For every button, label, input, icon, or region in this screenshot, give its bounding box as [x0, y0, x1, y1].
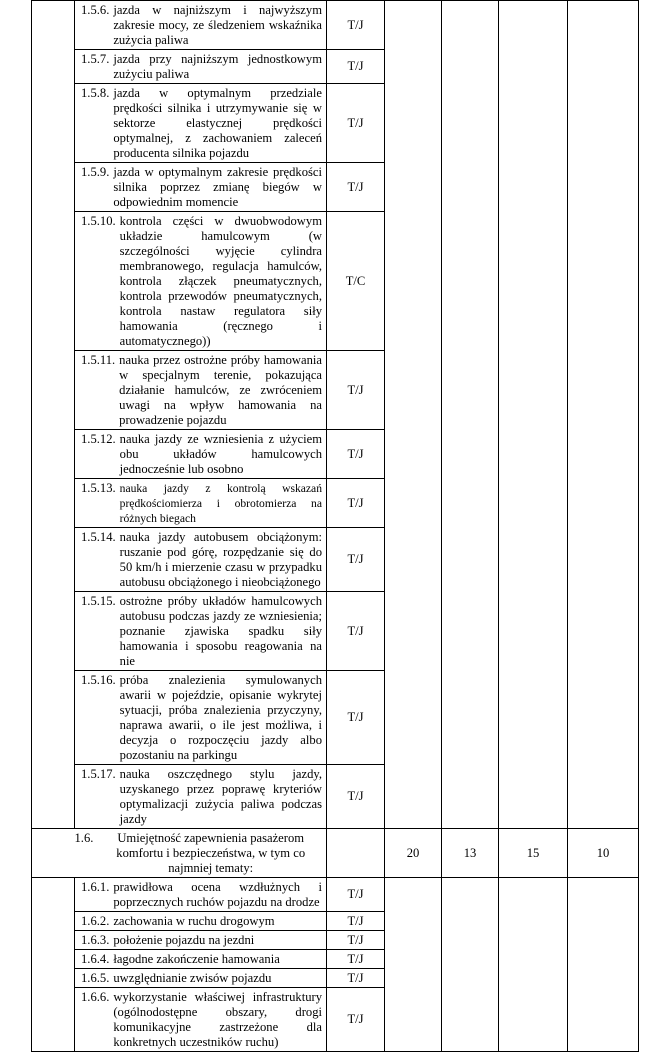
blank-cell [499, 1, 568, 829]
item-code: T/J [327, 950, 385, 969]
item-code: T/J [327, 351, 385, 430]
item-number: 1.5.7. [81, 52, 110, 66]
item-number: 1.6.3. [81, 933, 110, 947]
item-text: kontrola części w dwuobwodowym układzie hamulcowym (w szczególności wyjęcie cylindra membranowego, regulacja hamulców, kontrola złączek pneumatycznych, kontrola przewodów pneumatycznych, kontrola nastaw regulatora siły hamowania (ręcznego i automatycznego)) [119, 214, 322, 348]
item-code: T/J [327, 1, 385, 50]
item-number: 1.5.14. [81, 530, 116, 544]
item-code: T/C [327, 212, 385, 351]
blank-cell [442, 1, 499, 829]
item-number: 1.5.17. [81, 767, 116, 781]
blank-cell [442, 878, 499, 1052]
blank-cell [385, 1, 442, 829]
item-number: 1.6.1. [81, 880, 110, 894]
hours-value: 20 [385, 829, 442, 878]
item-text: jazda przy najniższym jednostkowym zużyciu paliwa [113, 52, 322, 81]
item-text: jazda w optymalnym przedziale prędkości silnika i utrzymywanie się w sektorze elastycznej prędkości optymalnej, z zachowaniem zaleceń producenta silnika pojazdu [113, 86, 322, 160]
item-code: T/J [327, 765, 385, 829]
section-title: Umiejętność zapewnienia pasażerom komfortu i bezpieczeństwa, w tym co najmniej tematy: [116, 831, 306, 875]
item-number: 1.5.9. [81, 165, 110, 179]
blank-cell [32, 1, 75, 829]
item-text: nauka jazdy autobusem obciążonym: ruszanie pod górę, rozpędzanie się do 50 km/h i mierzenie czasu w przypadku autobusu obciążonego i nieobciążonego [119, 530, 322, 589]
item-code: T/J [327, 912, 385, 931]
hours-value: 10 [568, 829, 639, 878]
item-code: T/J [327, 528, 385, 592]
item-code: T/J [327, 671, 385, 765]
hours-value: 15 [499, 829, 568, 878]
hours-value: 13 [442, 829, 499, 878]
item-code: T/J [327, 878, 385, 912]
item-number: 1.5.15. [81, 594, 116, 608]
item-text: nauka jazdy z kontrolą wskazań prędkościomierza i obrotomierza na różnych biegach [119, 482, 322, 525]
item-number: 1.6.2. [81, 914, 110, 928]
item-code: T/J [327, 988, 385, 1052]
item-code: T/J [327, 84, 385, 163]
item-code: T/J [327, 430, 385, 479]
table-row [32, 1, 639, 50]
item-number: 1.5.10. [81, 214, 116, 228]
item-text: położenie pojazdu na jezdni [113, 933, 255, 947]
item-code: T/J [327, 931, 385, 950]
table-row [32, 878, 639, 912]
item-text: nauka przez ostrożne próby hamowania w specjalnym terenie, pokazująca działanie hamulców, ze zwróceniem uwagi na wpływ hamowania na prowadzenie pojazdu [119, 353, 322, 427]
document-page [31, 0, 631, 1052]
curriculum-table [31, 0, 639, 1052]
item-code: T/J [327, 163, 385, 212]
item-text: próba znalezienia symulowanych awarii w pojeździe, opisanie wykrytej sytuacji, próba znalezienia przyczyny, naprawa awarii, o ile jest możliwa, i decyzja o rozpoczęciu jazdy albo pozostaniu na parkingu [119, 673, 322, 762]
item-number: 1.5.12. [81, 432, 116, 446]
item-code: T/J [327, 969, 385, 988]
section-number: 1.6. [74, 831, 94, 845]
item-number: 1.5.8. [81, 86, 110, 100]
blank-cell [499, 878, 568, 1052]
item-text: uwzględnianie zwisów pojazdu [113, 971, 272, 985]
item-text: zachowania w ruchu drogowym [113, 914, 275, 928]
blank-cell [568, 878, 639, 1052]
item-number: 1.6.5. [81, 971, 110, 985]
item-number: 1.5.13. [81, 481, 116, 495]
item-number: 1.6.4. [81, 952, 110, 966]
item-text: nauka oszczędnego stylu jazdy, uzyskanego przez poprawę kryteriów optymalizacji zużycia paliwa podczas jazdy [119, 767, 322, 826]
item-number: 1.5.16. [81, 673, 116, 687]
section-row [32, 829, 639, 878]
blank-cell [568, 1, 639, 829]
item-number: 1.6.6. [81, 990, 110, 1004]
item-code: T/J [327, 479, 385, 528]
item-text: jazda w optymalnym zakresie prędkości silnika poprzez zmianę biegów w odpowiednim momencie [113, 165, 322, 209]
blank-cell [327, 829, 385, 878]
item-text: łagodne zakończenie hamowania [113, 952, 280, 966]
item-code: T/J [327, 50, 385, 84]
blank-cell [385, 878, 442, 1052]
item-text: wykorzystanie właściwej infrastruktury (ogólnodostępne obszary, drogi komunikacyjne zastrzeżone dla konkretnych uczestników ruchu) [113, 990, 322, 1049]
item-text: jazda w najniższym i najwyższym zakresie mocy, ze śledzeniem wskaźnika zużycia paliwa [113, 3, 322, 47]
item-text: nauka jazdy ze wzniesienia z użyciem obu układów hamulcowych jednocześnie lub osobno [119, 432, 322, 476]
item-text: ostrożne próby układów hamulcowych autobusu podczas jazdy ze wzniesienia; poznanie zjawiska spadku siły hamowania i sposobu reagowania na nie [119, 594, 322, 668]
item-number: 1.5.11. [81, 353, 116, 367]
blank-cell [32, 878, 75, 1052]
item-code: T/J [327, 592, 385, 671]
item-text: prawidłowa ocena wzdłużnych i poprzecznych ruchów pojazdu na drodze [113, 880, 322, 909]
item-number: 1.5.6. [81, 3, 110, 17]
